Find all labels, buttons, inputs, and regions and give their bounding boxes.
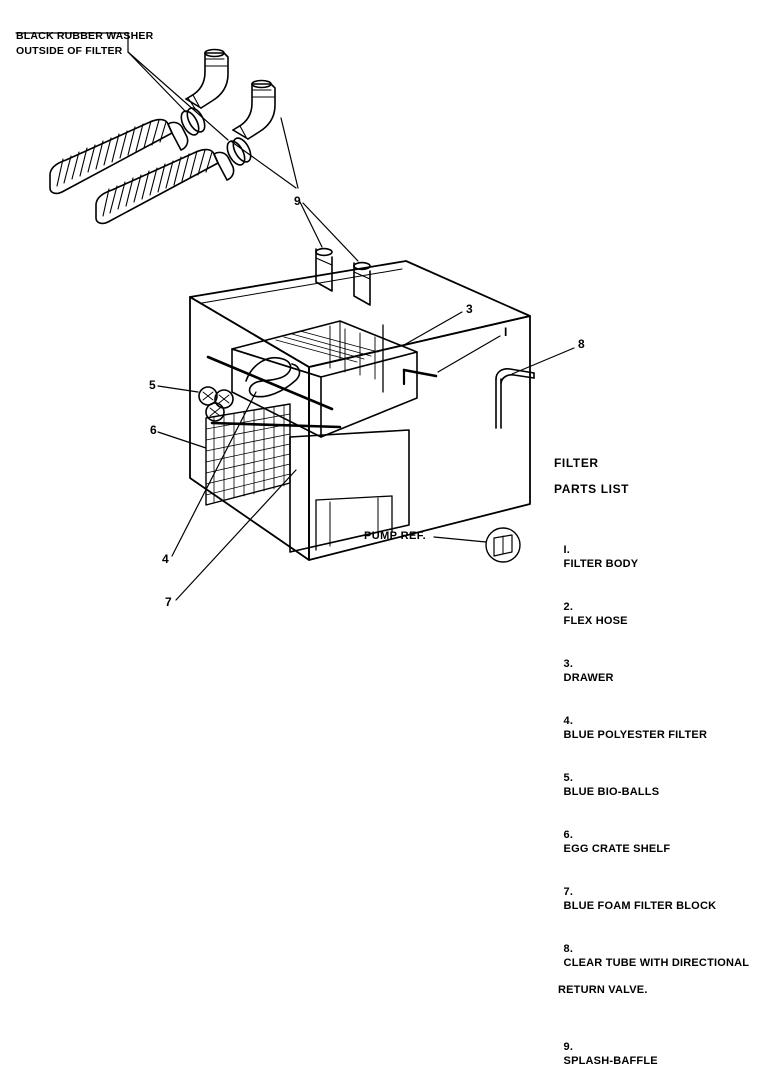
parts-item-number: 6.	[563, 828, 574, 841]
elbow-fitting-upper	[186, 50, 228, 111]
callout-1: I	[504, 325, 508, 339]
parts-list-item-8	[544, 929, 750, 1025]
parts-list-item-6	[544, 815, 744, 870]
clear-return-tube	[496, 369, 534, 428]
parts-item-number: 8.	[563, 942, 574, 955]
parts-item-number: 3.	[563, 657, 574, 670]
parts-item-label: BLUE FOAM FILTER BLOCK	[563, 899, 717, 912]
parts-list-item-5	[544, 758, 744, 813]
parts-list-heading-line2: PARTS LIST	[554, 482, 630, 496]
flex-hose-lower	[96, 135, 254, 223]
parts-item-label: BLUE BIO-BALLS	[563, 785, 660, 798]
parts-list-item-4	[544, 701, 744, 756]
parts-list-heading-line1: FILTER	[554, 456, 599, 470]
parts-item-label: DRAWER	[563, 671, 614, 684]
parts-item-label: FLEX HOSE	[563, 614, 628, 627]
parts-item-number: 4.	[563, 714, 574, 727]
parts-item-label: CLEAR TUBE WITH DIRECTIONAL	[563, 956, 750, 969]
callout-7: 7	[165, 595, 172, 609]
washer-note-line2: OUTSIDE OF FILTER	[16, 45, 123, 57]
callout-6: 6	[150, 423, 157, 437]
parts-item-number: I.	[563, 543, 571, 556]
parts-list-item-1	[544, 530, 744, 585]
elbow-fitting-lower	[233, 81, 275, 140]
parts-list-item-7	[544, 872, 744, 927]
parts-item-label-continued: RETURN VALVE.	[558, 984, 648, 996]
filter-body	[190, 261, 530, 560]
parts-item-label: EGG CRATE SHELF	[563, 842, 671, 855]
parts-item-label: BLUE POLYESTER FILTER	[563, 728, 708, 741]
parts-item-label: SPLASH-BAFFLE	[563, 1054, 658, 1067]
callout-4: 4	[162, 552, 169, 566]
parts-list-item-9	[544, 1027, 744, 1082]
parts-item-number: 2.	[563, 600, 574, 613]
bulkhead-standpipe-left	[316, 249, 332, 291]
parts-list	[544, 530, 750, 1084]
splash-baffle-leaders	[232, 118, 358, 261]
parts-item-label: FILTER BODY	[563, 557, 639, 570]
parts-item-number: 7.	[563, 885, 574, 898]
parts-item-number: 9.	[563, 1041, 574, 1053]
callout-8: 8	[578, 337, 585, 351]
callout-5: 5	[149, 378, 156, 392]
parts-list-item-3	[544, 644, 744, 699]
parts-item-number: 5.	[563, 771, 574, 784]
washer-note-line1: BLACK RUBBER WASHER	[16, 30, 154, 42]
callout-3: 3	[466, 302, 473, 316]
callout-9: 9	[294, 194, 301, 208]
pump-reference-label: PUMP REF.	[364, 530, 427, 542]
callout-leaders	[158, 312, 574, 600]
parts-list-item-2	[544, 587, 744, 642]
pump-reference-marker	[434, 528, 520, 562]
